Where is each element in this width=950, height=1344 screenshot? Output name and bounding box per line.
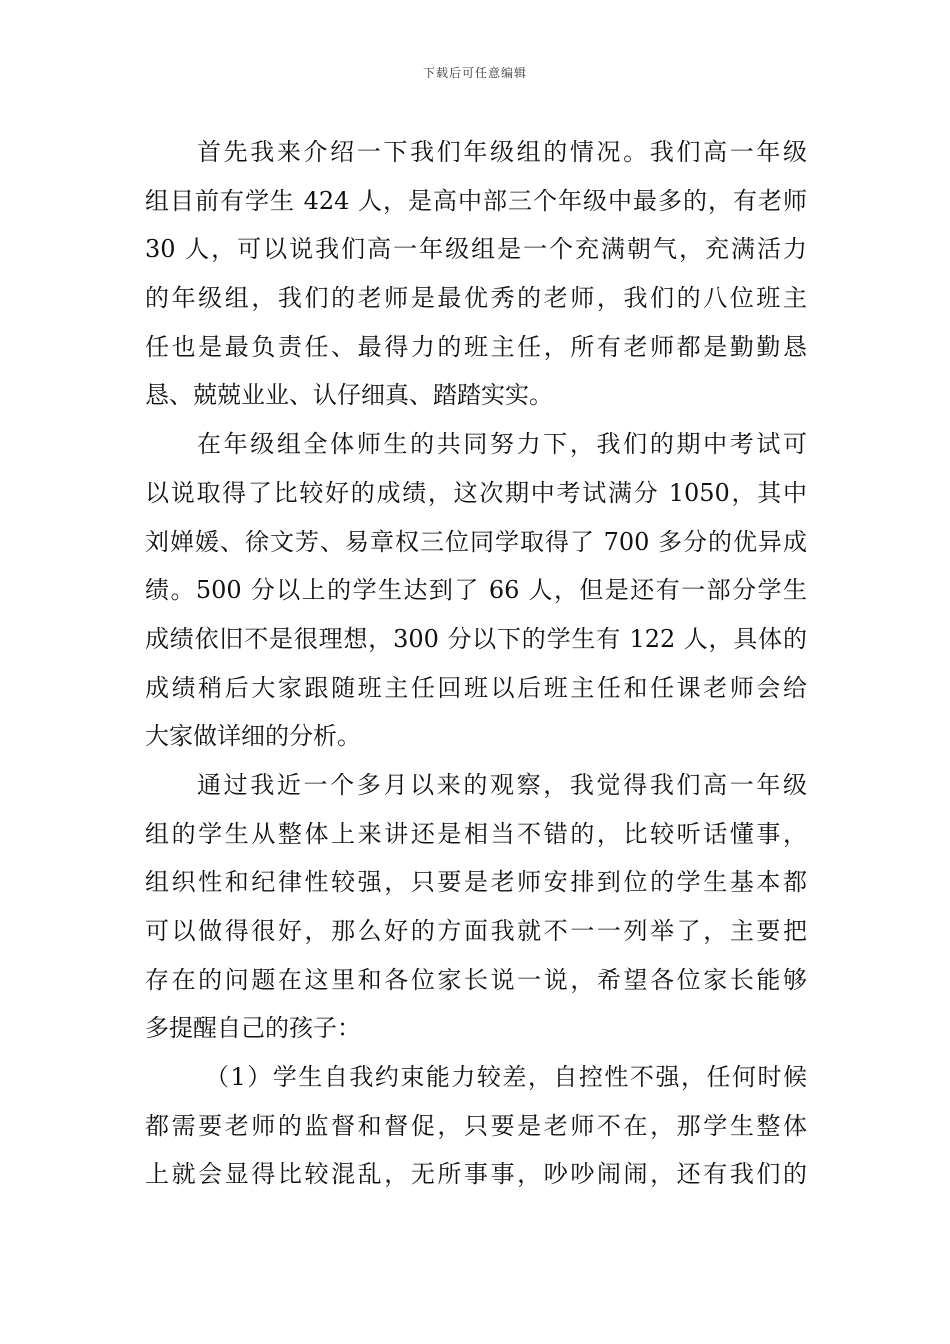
text-line: 首先我来介绍一下我们年级组的情况。我们高一年级 xyxy=(197,138,807,166)
text-line: 成绩稍后大家跟随班主任回班以后班主任和任课老师会给 xyxy=(145,673,807,702)
text-line: 的年级组，我们的老师是最优秀的老师，我们的八位班主 xyxy=(145,284,807,313)
text-line: 组织性和纪律性较强，只要是老师安排到位的学生基本都 xyxy=(145,868,807,897)
document-body xyxy=(145,128,807,1199)
text-line: 成绩依旧不是很理想，300 分以下的学生有 122 人，具体的 xyxy=(145,624,807,653)
text-line: 任也是最负责任、最得力的班主任，所有老师都是勤勤恳 xyxy=(145,332,807,361)
paragraph-4 xyxy=(145,1053,807,1199)
text-line: 多提醒自己的孩子： xyxy=(145,1014,361,1043)
text-line: 可以做得很好，那么好的方面我就不一一列举了，主要把 xyxy=(145,917,807,945)
paragraph-1 xyxy=(145,128,807,420)
paragraph-2 xyxy=(145,420,807,761)
text-line: 大家做详细的分析。 xyxy=(145,722,361,751)
text-line: 存在的问题在这里和各位家长说一说，希望各位家长能够 xyxy=(145,965,807,994)
text-line: 都需要老师的监督和督促，只要是老师不在，那学生整体 xyxy=(145,1111,807,1140)
text-line: 组目前有学生 424 人，是高中部三个年级中最多的，有老师 xyxy=(145,186,807,215)
text-line: 恳、兢兢业业、认仔细真、踏踏实实。 xyxy=(145,381,553,410)
text-line: 在年级组全体师生的共同努力下，我们的期中考试可 xyxy=(197,430,807,459)
text-line: 绩。500 分以上的学生达到了 66 人，但是还有一部分学生 xyxy=(145,576,807,605)
text-line: 组的学生从整体上来讲还是相当不错的，比较听话懂事， xyxy=(145,819,807,848)
text-line: 通过我近一个多月以来的观察，我觉得我们高一年级 xyxy=(197,770,807,799)
text-line: 以说取得了比较好的成绩，这次期中考试满分 1050，其中 xyxy=(145,478,807,507)
paragraph-3 xyxy=(145,761,807,1053)
text-line: 30 人，可以说我们高一年级组是一个充满朝气，充满活力 xyxy=(145,235,807,264)
page-header: 下载后可任意编辑 xyxy=(422,66,527,80)
text-line: （1）学生自我约束能力较差，自控性不强，任何时候 xyxy=(205,1063,807,1092)
text-line: 上就会显得比较混乱，无所事事，吵吵闹闹，还有我们的 xyxy=(145,1160,807,1189)
text-line: 刘婵媛、徐文芳、易章权三位同学取得了 700 多分的优异成 xyxy=(145,527,807,556)
